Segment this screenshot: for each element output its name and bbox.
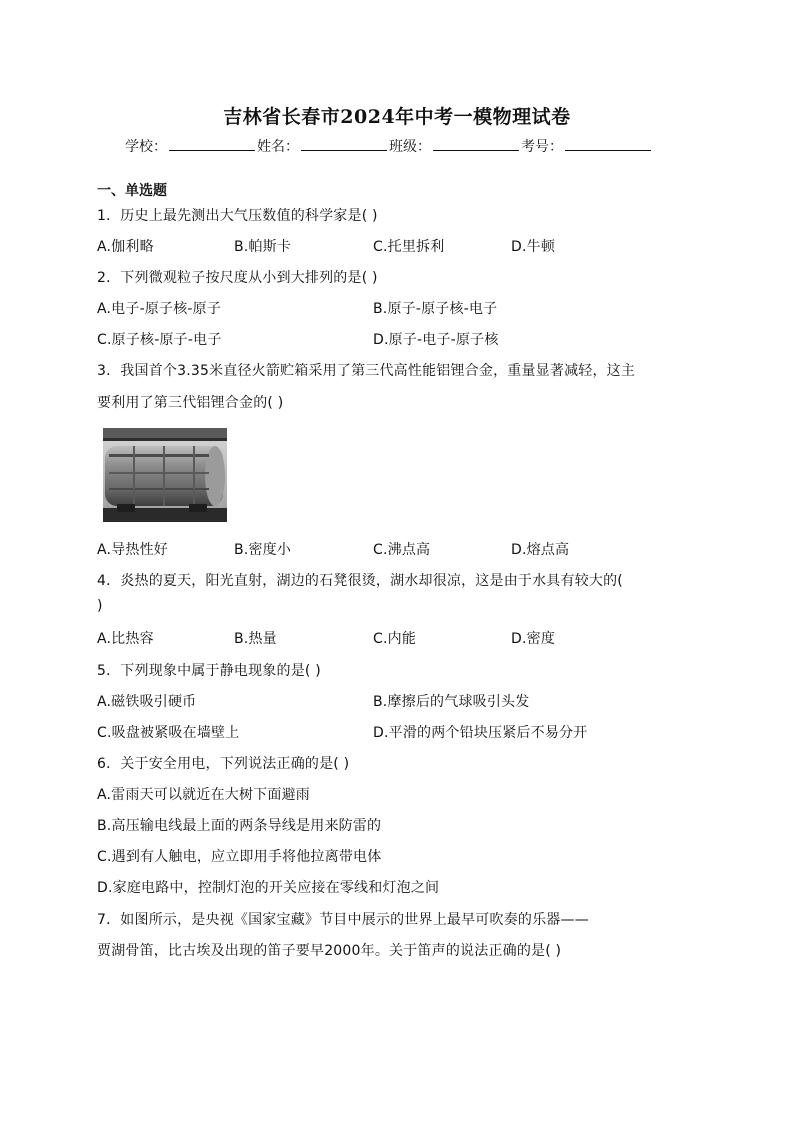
q4-option-d: D.密度 [511,631,556,647]
page-title: 吉林省长春市2024年中考一模物理试卷 [223,106,571,128]
question-3-stem-line-1: 3．我国首个3.35米直径火箭贮箱采用了第三代高性能铝锂合金，重量显著减轻，这主 [97,363,636,379]
exam-no-label: 考号： [521,139,563,155]
rocket-tank-photo [103,428,227,522]
q3-option-d: D.熔点高 [511,542,570,558]
name-label: 姓名： [257,139,299,155]
section-heading: 一、单选题 [97,183,167,199]
q1-option-c: C.托里拆利 [373,239,445,255]
q4-option-c: C.内能 [373,631,417,647]
q1-option-d: D.牛顿 [511,239,556,255]
q5-option-b: B.摩擦后的气球吸引头发 [373,694,530,710]
q6-option-c: C.遇到有人触电，应立即用手将他拉离带电体 [97,849,382,865]
q3-option-c: C.沸点高 [373,542,431,558]
q6-option-b: B.高压输电线最上面的两条导线是用来防雷的 [97,818,382,834]
q2-option-a: A.电子-原子核-原子 [97,301,222,317]
question-4-stem-line-2: ) [97,598,103,614]
q3-option-b: B.密度小 [234,542,292,558]
school-blank [169,136,255,151]
student-info-line [125,136,653,156]
q3-option-a: A.导热性好 [97,542,168,558]
question-6-stem: 6．关于安全用电，下列说法正确的是( ) [97,756,350,772]
q2-option-b: B.原子-原子核-电子 [373,301,498,317]
q2-option-d: D.原子-电子-原子核 [373,332,499,348]
question-5-stem: 5．下列现象中属于静电现象的是( ) [97,663,321,679]
question-1-stem: 1．历史上最先测出大气压数值的科学家是( ) [97,208,378,224]
question-4-stem-line-1: 4．炎热的夏天，阳光直射，湖边的石凳很烫，湖水却很凉，这是由于水具有较大的( [97,573,623,589]
rocket-tank-illustration [103,428,227,522]
q5-option-d: D.平滑的两个铅块压紧后不易分开 [373,725,588,741]
q2-option-c: C.原子核-原子-电子 [97,332,222,348]
q5-option-c: C.吸盘被紧吸在墙壁上 [97,725,240,741]
q4-option-b: B.热量 [234,631,277,647]
q5-option-a: A.磁铁吸引硬币 [97,694,197,710]
class-blank [433,136,519,151]
question-2-stem: 2．下列微观粒子按尺度从小到大排列的是( ) [97,270,378,286]
name-blank [301,136,387,151]
q6-option-a: A.雷雨天可以就近在大树下面避雨 [97,787,310,803]
question-7-stem-line-2: 贾湖骨笛，比古埃及出现的笛子要早2000年。关于笛声的说法正确的是( ) [97,943,562,959]
question-3-stem-line-2: 要利用了第三代铝锂合金的( ) [97,395,284,411]
q4-option-a: A.比热容 [97,631,154,647]
q6-option-d: D.家庭电路中，控制灯泡的开关应接在零线和灯泡之间 [97,880,440,896]
q1-option-a: A.伽利略 [97,239,154,255]
school-label: 学校： [125,139,167,155]
class-label: 班级： [389,139,431,155]
q1-option-b: B.帕斯卡 [234,239,292,255]
question-7-stem-line-1: 7．如图所示，是央视《国家宝藏》节目中展示的世界上最早可吹奏的乐器—— [97,912,589,928]
exam-no-blank [565,136,651,151]
